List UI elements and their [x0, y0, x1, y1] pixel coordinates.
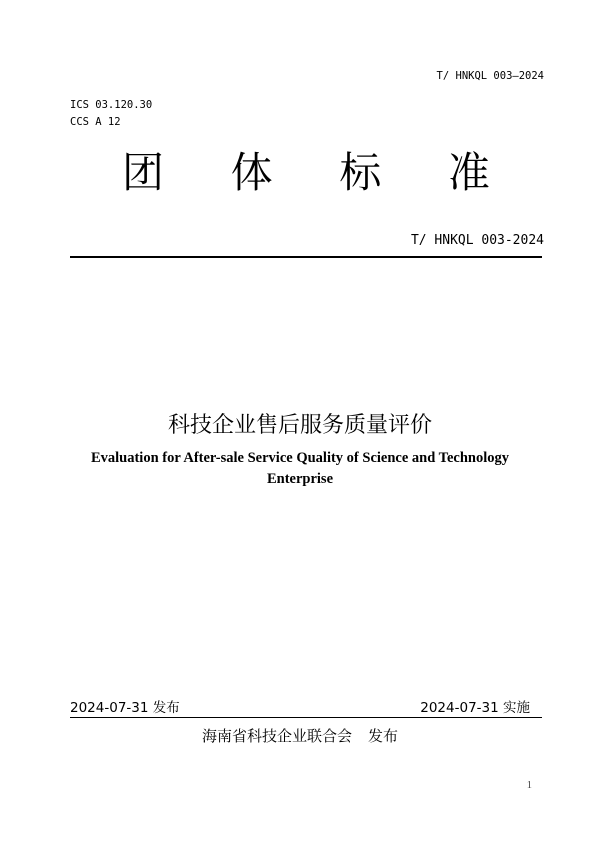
page-number: 1 — [526, 780, 532, 791]
footer-divider-line — [70, 717, 542, 718]
english-title — [60, 448, 540, 490]
standard-code: T/ HNKQL 003-2024 — [410, 233, 544, 248]
document-type-title — [70, 148, 542, 198]
publisher-name: 海南省科技企业联合会 — [201, 727, 352, 745]
english-title-line: Evaluation for After-sale Service Quality of Science and Technology — [90, 450, 510, 466]
title-char: 标 — [339, 148, 382, 197]
title-char: 准 — [447, 148, 490, 197]
implement-date: 2024-07-31 实施 — [420, 700, 530, 716]
issue-date: 2024-07-31 发布 — [70, 700, 180, 716]
publish-label: 发布 — [368, 727, 399, 745]
title-char: 团 — [122, 148, 165, 197]
english-title-line: Enterprise — [266, 471, 334, 487]
divider-line — [70, 256, 542, 258]
ics-code: ICS 03.120.30 — [70, 99, 153, 111]
chinese-title: 科技企业售后服务质量评价 — [167, 413, 432, 438]
publisher-line — [0, 725, 600, 746]
header-standard-code: T/ HNKQL 003—2024 — [436, 70, 544, 82]
title-char: 体 — [230, 148, 273, 197]
classification-codes — [70, 97, 152, 131]
ccs-code: CCS A 12 — [70, 116, 121, 128]
